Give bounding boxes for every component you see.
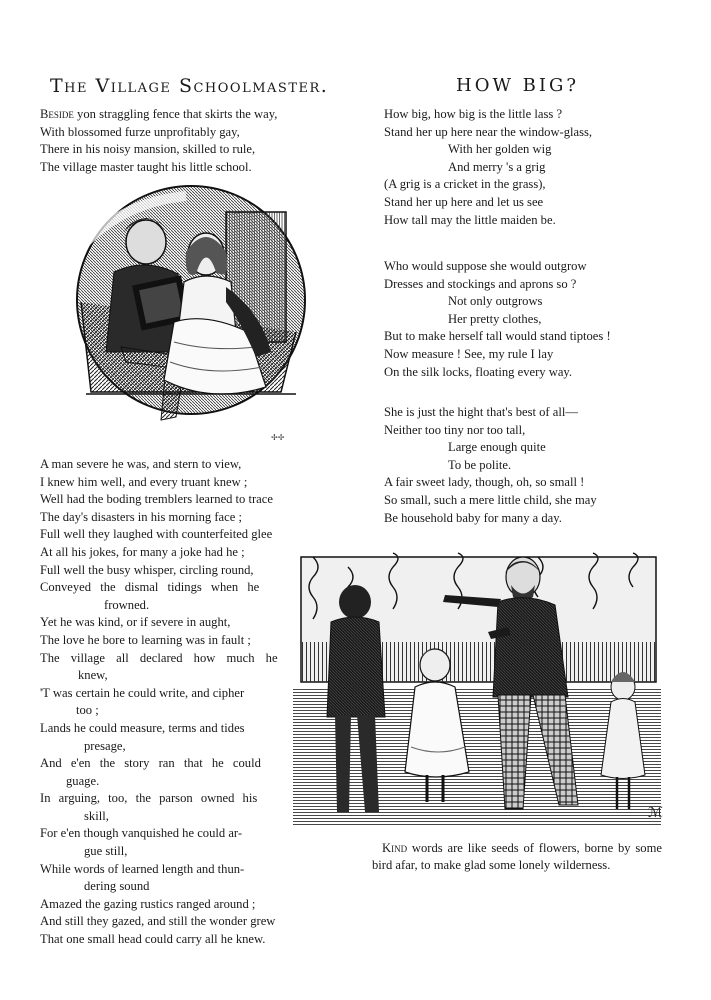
- poem-line-continuation: skill,: [84, 808, 109, 823]
- poem-line: Lands he could measure, terms and tides: [40, 720, 245, 735]
- poem-line: Be household baby for many a day.: [384, 510, 562, 525]
- poem-line: With blossomed furze unprofitably gay,: [40, 124, 240, 139]
- poem-line-continuation: frowned.: [104, 597, 150, 612]
- poem-line: (A grig is a cricket in the grass),: [384, 177, 546, 192]
- poem-line: And merry 's a grig: [448, 159, 546, 174]
- illustration-children-reading-slate: [66, 182, 316, 444]
- poem-line: Now measure ! See, my rule I lay: [384, 346, 554, 361]
- poem-line: That one small head could carry all he knew.: [40, 932, 266, 947]
- poem-line: She is just the hight that's best of all—: [384, 405, 578, 419]
- paragraph-text: words are like seeds of flowers, borne by some bird afar, to make glad some lonely wilderness.: [372, 841, 662, 872]
- svg-text:ℳ: ℳ: [648, 805, 663, 821]
- poem-line-continuation: dering sound: [84, 879, 150, 894]
- illustration-man-measuring-child: [293, 547, 661, 832]
- poem-line: Conveyed the dismal tidings when he: [40, 580, 260, 595]
- poem-line: The love he bore to learning was in fault ;: [40, 632, 251, 647]
- poem-line: For e'en though vanquished he could ar-: [40, 826, 243, 841]
- poem-title-how-big: HOW BIG?: [456, 75, 580, 96]
- drop-lead-word: Kind: [382, 841, 408, 855]
- poem-line-continuation: too ;: [76, 703, 99, 718]
- poem-line: There in his noisy mansion, skilled to rule,: [40, 142, 256, 157]
- kind-words-paragraph: [372, 840, 662, 874]
- poem-line: How tall may the little maiden be.: [384, 212, 556, 227]
- poem-line: A man severe he was, and stern to view,: [40, 457, 242, 471]
- poem-line: Neither too tiny nor too tall,: [384, 422, 526, 437]
- poem-line: Yet he was kind, or if severe in aught,: [40, 615, 231, 630]
- poem-line: With her golden wig: [448, 142, 552, 157]
- how-big-stanza-3: [384, 404, 597, 527]
- schoolmaster-stanza-2: [40, 456, 278, 949]
- poem-line: 'T was certain he could write, and cipher: [40, 685, 245, 700]
- poem-line: Amazed the gazing rustics ranged around ;: [40, 896, 256, 911]
- poem-line: And e'en the story ran that he could: [40, 756, 261, 771]
- schoolmaster-stanza-1: [40, 106, 277, 176]
- poem-line-continuation: presage,: [84, 738, 126, 753]
- poem-line-continuation: knew,: [78, 668, 108, 683]
- poem-line: I knew him well, and every truant knew ;: [40, 474, 248, 489]
- poem-title-village-schoolmaster: The Village Schoolmaster.: [50, 75, 329, 97]
- poem-line-continuation: guage.: [66, 773, 100, 788]
- poem-line: Her pretty clothes,: [448, 311, 542, 326]
- poem-line: Full well the busy whisper, circling round,: [40, 562, 254, 577]
- poem-line: And still they gazed, and still the wonder grew: [40, 914, 276, 929]
- poem-line: Well had the boding tremblers learned to trace: [40, 492, 273, 507]
- poem-line: Stand her up here and let us see: [384, 194, 544, 209]
- poem-line: A fair sweet lady, though, oh, so small !: [384, 475, 585, 490]
- poem-line: On the silk locks, floating every way.: [384, 364, 573, 379]
- poem-line: So small, such a mere little child, she may: [384, 492, 597, 507]
- poem-line: Not only outgrows: [448, 294, 543, 309]
- poem-line: How big, how big is the little lass ?: [384, 107, 563, 121]
- poem-line: Full well they laughed with counterfeited glee: [40, 527, 273, 542]
- svg-text:✢✢: ✢✢: [271, 433, 285, 442]
- poem-line: Who would suppose she would outgrow: [384, 259, 587, 273]
- how-big-stanza-2: [384, 258, 611, 381]
- poem-line: The village master taught his little school.: [40, 159, 252, 174]
- poem-line: Stand her up here near the window-glass,: [384, 124, 593, 139]
- poem-line: In arguing, too, the parson owned his: [40, 791, 258, 806]
- poem-line: At all his jokes, for many a joke had he ;: [40, 544, 245, 559]
- poem-line: Beside yon straggling fence that skirts the way,: [40, 107, 278, 121]
- poem-line: To be polite.: [448, 457, 512, 472]
- poem-line: Dresses and stockings and aprons so ?: [384, 276, 577, 291]
- poem-line: But to make herself tall would stand tiptoes !: [384, 329, 611, 344]
- how-big-stanza-1: [384, 106, 592, 229]
- poem-line: Large enough quite: [448, 440, 546, 455]
- poem-line: The day's disasters in his morning face ;: [40, 509, 242, 524]
- poem-line: While words of learned length and thun-: [40, 861, 245, 876]
- poem-line-continuation: gue still,: [84, 844, 128, 859]
- poem-line: The village all declared how much he: [40, 650, 278, 665]
